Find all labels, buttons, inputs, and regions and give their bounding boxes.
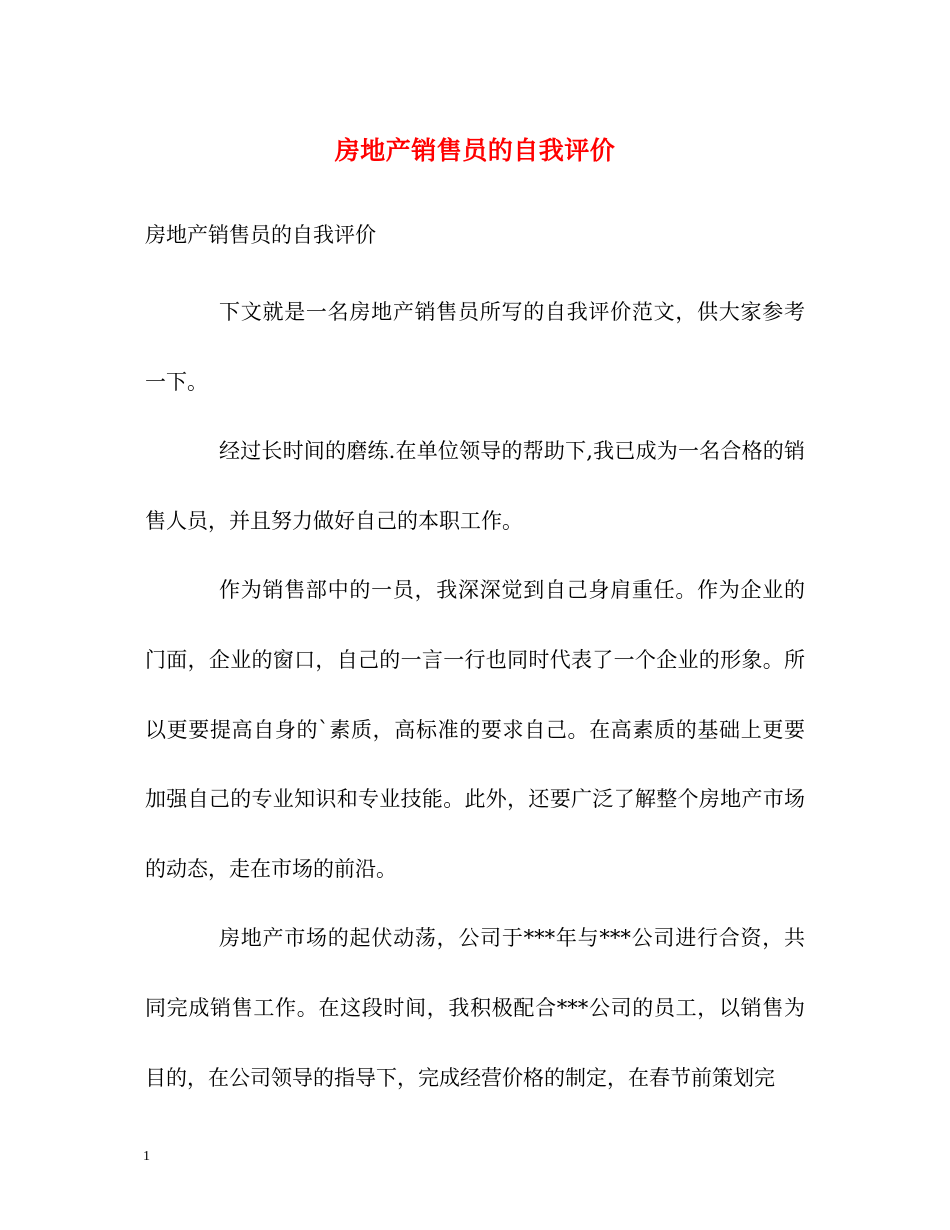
paragraph: 下文就是一名房地产销售员所写的自我评价范文，供大家参考一下。 <box>145 300 805 394</box>
paragraph: 房地产市场的起伏动荡，公司于***年与***公司进行合资，共同完成销售工作。在这段时间，我积极配合***公司的员工，以销售为目的，在公司领导的指导下，完成经营价格的制定，在春节前策划完 <box>145 926 805 1090</box>
document-subtitle: 房地产销售员的自我评价 <box>145 223 376 247</box>
paragraph: 经过长时间的磨练.在单位领导的帮助下,我已成为一名合格的销售人员，并且努力做好自己的本职工作。 <box>145 439 805 533</box>
paragraph: 作为销售部中的一员，我深深觉到自己身肩重任。作为企业的门面，企业的窗口，自己的一言一行也同时代表了一个企业的形象。所以更要提高自身的`素质，高标准的要求自己。在高素质的基础上更要加强自己的专业知识和专业技能。此外，还要广泛了解整个房地产市场的动态，走在市场的前沿。 <box>145 578 805 881</box>
page-number: 1 <box>143 1149 150 1164</box>
document-body <box>145 278 805 1113</box>
document-title: 房地产销售员的自我评价 <box>334 136 616 165</box>
